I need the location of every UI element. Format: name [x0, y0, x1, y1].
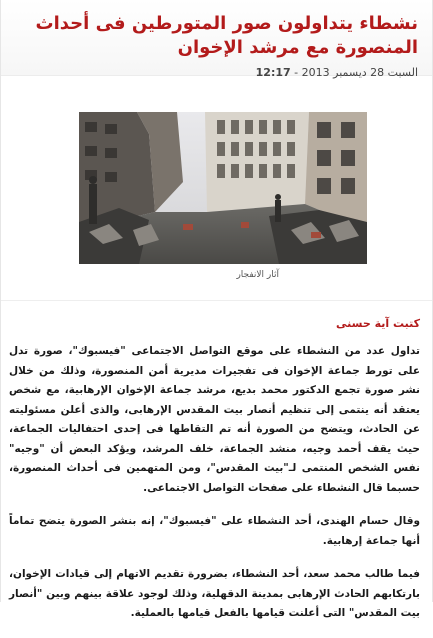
article-paragraph: وقال حسام الهندى، أحد النشطاء على "فيسبوك"، إنه بنشر الصورة يتضح تماماً أنها جماعة إرهابية. [9, 515, 420, 547]
article-body [1, 300, 432, 638]
article-photo[interactable] [79, 112, 367, 264]
article-paragraph: فيما طالب محمد سعد، أحد النشطاء، بضرورة تقديم الاتهام إلى قيادات الإخوان، بارتكابهم الحادث الإرهابى بمدينة الدقهلية، وذلك لوجود علاقة بينهم وبين "أنصار بيت المقدس" التى أعلنت قيامها بالفعل قيامها بالعملية. [9, 568, 420, 619]
article-figure [79, 112, 367, 282]
article-paragraph: تداول عدد من النشطاء على موقع التواصل الاجتماعى "فيسبوك"، صورة تدل على تورط جماعة الإخوان فى تفجيرات مديرية أمن المنصورة، وذلك من خلال نشر صورة تجمع الدكتور محمد بديع، مرشد جماعة الإخوان الإرهابية، مع شخص يعتقد أنه ينتمى إلى تنظيم أنصار بيت المقدس الإرهابى، والذى أعلن مسئوليته عن الحادث، ويتضح من الصورة أنه تم التقاطها فى إحدى احتفاليات الجماعة، حيث يقف أحمد وجيه، منشد الجماعة، خلف المرشد، ويؤكد البعض أن "وجيه" نفس الشخص المنتمى لـ"بيت المقدس"، ومن المتهمين فى أحداث المنصورة، حسبما قال النشطاء على صفحات التواصل الاجتماعى. [9, 345, 420, 494]
article-date: السبت 28 ديسمبر 2013 [301, 66, 418, 79]
article-time: 12:17 [255, 66, 291, 79]
image-caption: آثار الانفجار [236, 270, 279, 280]
article-title: نشطاء يتداولون صور المتورطين فى أحداث المنصورة مع مرشد الإخوان [35, 13, 418, 58]
article-dateline [11, 66, 418, 79]
explosion-scene-image [79, 112, 367, 264]
article-header [1, 0, 432, 79]
date-separator: - [294, 66, 299, 79]
article-author: كتبت آية حسنى [336, 317, 420, 330]
